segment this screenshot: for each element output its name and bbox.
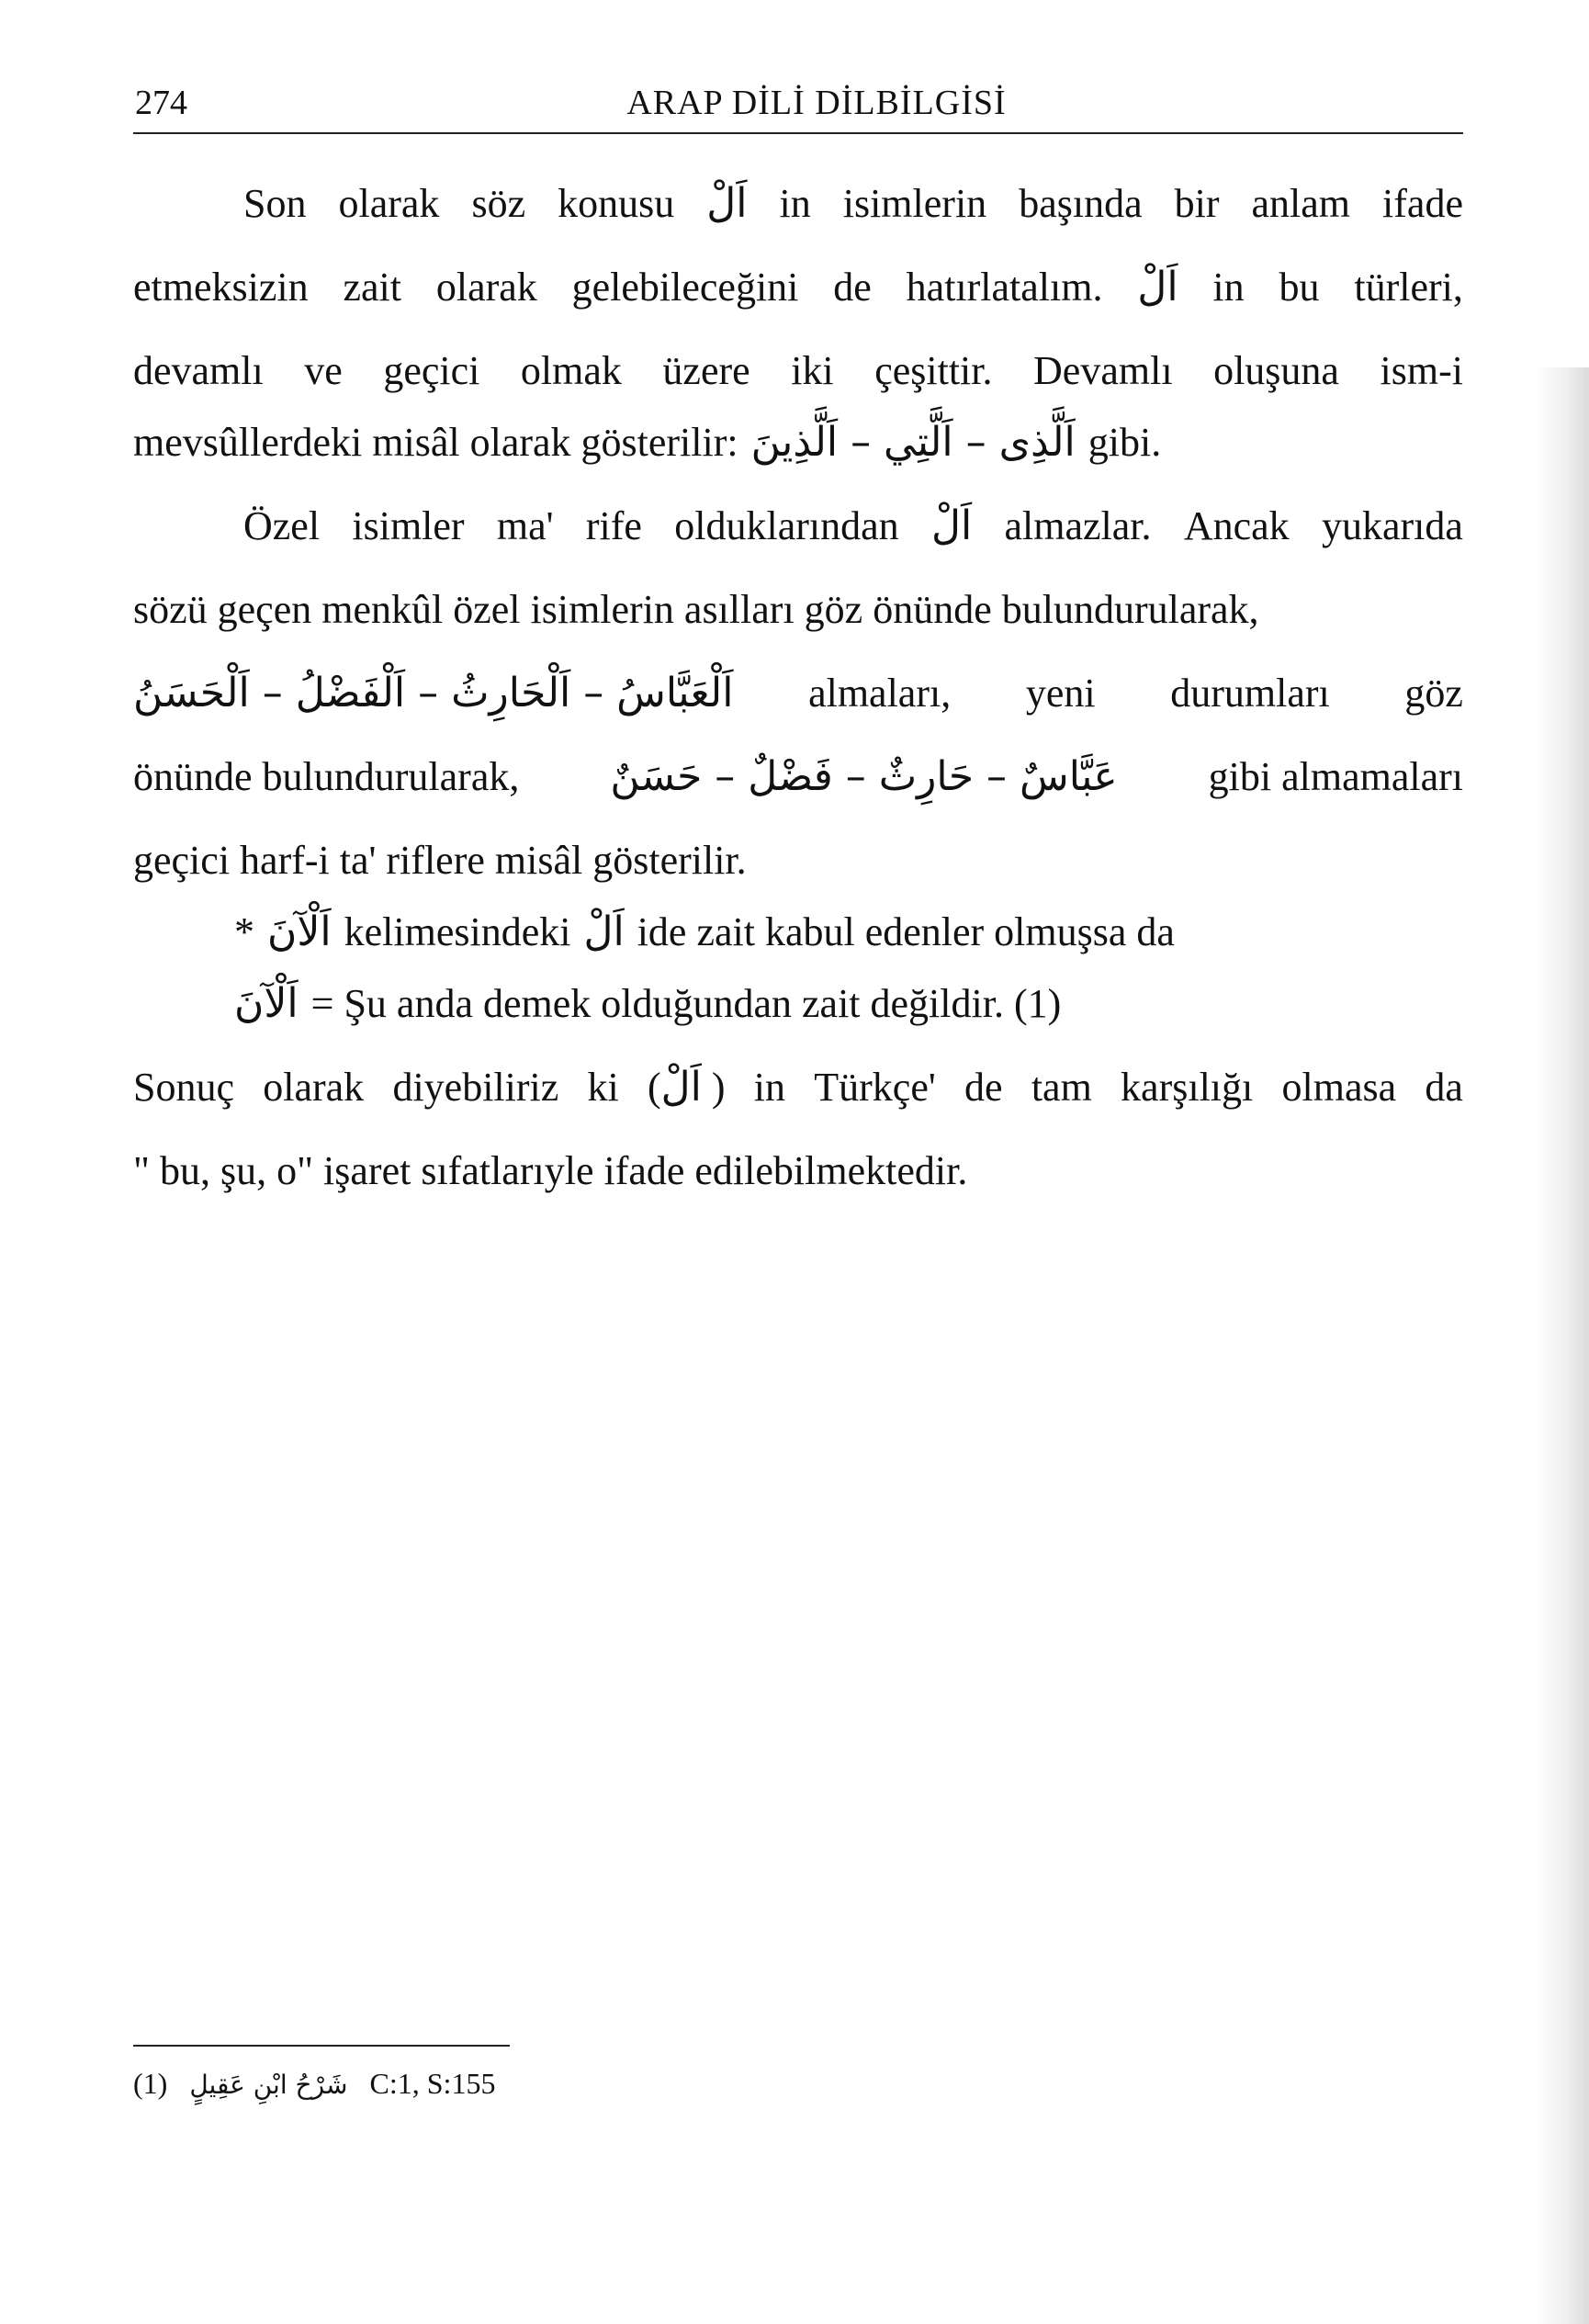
arabic-article: اَلْ	[583, 908, 625, 955]
arabic-article: اَلْ	[706, 180, 748, 227]
asterisk: *	[234, 909, 254, 954]
arabic-word: اَلْآنَ	[234, 980, 299, 1027]
line-text: " bu, şu, o" işaret sıfatlarıyle ifade edilebilmektedir.	[133, 1148, 968, 1193]
line-text: gibi almamaları	[1208, 754, 1463, 799]
paragraph1-line4	[133, 419, 1463, 506]
word: karşılığı	[1121, 1065, 1254, 1110]
word: diyebiliriz	[392, 1065, 559, 1110]
word: zait	[343, 265, 401, 310]
word: tam	[1031, 1065, 1092, 1110]
word: in	[1212, 265, 1245, 310]
word: de	[833, 265, 872, 310]
word: Sonuç	[133, 1065, 234, 1110]
word: yeni	[1025, 671, 1096, 716]
paragraph1-line3	[133, 348, 1463, 423]
footnote-reference: C:1, S:155	[369, 2067, 496, 2100]
word: olarak	[263, 1065, 365, 1110]
word: ism-i	[1380, 348, 1463, 393]
running-title: ARAP DİLİ DİLBİLGİSİ	[626, 84, 1007, 122]
footnote-divider	[133, 2045, 510, 2047]
word: iki	[791, 348, 834, 393]
word: ki	[587, 1065, 619, 1110]
line-text: sözü geçen menkûl özel isimlerin asılları göz önünde bulundurularak,	[133, 587, 1259, 632]
word: olmak	[520, 348, 622, 393]
word: Türkçe'	[814, 1065, 936, 1110]
arabic-article: اَلْ	[660, 1064, 702, 1111]
line-text: gibi.	[1088, 420, 1162, 465]
word: Son	[243, 181, 307, 226]
word: da	[1425, 1065, 1463, 1110]
word: in	[753, 1065, 786, 1110]
arabic-article: اَلْ	[1137, 264, 1178, 310]
word: Devamlı	[1033, 348, 1173, 393]
conclusion-line2	[133, 1148, 1463, 1235]
paragraph2-line3	[133, 670, 1463, 757]
word: in	[779, 181, 811, 226]
line-text: önünde bulundurularak,	[133, 754, 520, 799]
paragraph2-line1	[133, 502, 1463, 590]
word: üzere	[662, 348, 750, 393]
line-text: geçici harf-i ta' riflere misâl gösterilir.	[133, 838, 747, 883]
word: rife	[585, 503, 642, 548]
note-line1	[133, 908, 1463, 984]
line-text: = Şu anda demek olduğundan zait değildir. (1)	[310, 981, 1062, 1026]
word: Ancak	[1183, 503, 1290, 548]
word: isimler	[352, 503, 465, 548]
word: almazlar.	[1004, 503, 1152, 548]
word: yukarıda	[1321, 503, 1463, 548]
word: gelebileceğini	[571, 265, 799, 310]
word: bir	[1174, 181, 1220, 226]
arabic-article: اَلْ	[930, 502, 973, 549]
word: konusu	[558, 181, 675, 226]
word: geçici	[383, 348, 480, 393]
word: söz	[471, 181, 526, 226]
word: olduklarından	[674, 503, 899, 548]
footnote-marker: (1)	[133, 2067, 168, 2100]
note-line2	[133, 980, 1463, 1067]
word: ma'	[496, 503, 554, 548]
footnote	[133, 2067, 495, 2101]
word: oluşuna	[1213, 348, 1339, 393]
word: almaları,	[808, 671, 952, 716]
word: olarak	[435, 265, 537, 310]
word: de	[964, 1065, 1003, 1110]
page-number: 274	[135, 84, 187, 122]
page-header	[133, 77, 1463, 134]
conclusion-line1	[133, 1064, 1463, 1151]
word: çeşittir.	[874, 348, 993, 393]
word: durumları	[1170, 671, 1330, 716]
page-body	[133, 180, 1463, 1235]
paragraph2-line2	[133, 587, 1463, 673]
paragraph1-line1	[133, 180, 1463, 267]
word: ifade	[1382, 181, 1463, 226]
word: göz	[1404, 671, 1463, 716]
paragraph1-line2	[133, 264, 1463, 351]
word: olarak	[338, 181, 440, 226]
scan-edge-shadow	[1534, 367, 1589, 2324]
line-text: kelimesindeki	[344, 909, 571, 954]
line-text: mevsûllerdeki misâl olarak gösterilir:	[133, 420, 738, 465]
word: olmasa	[1281, 1065, 1397, 1110]
arabic-examples: عَبَّاسٌ – حَارِثٌ – فَضْلٌ – حَسَنٌ	[610, 753, 1118, 800]
word: etmeksizin	[133, 265, 309, 310]
word: isimlerin	[842, 181, 987, 226]
word: ve	[304, 348, 343, 393]
word: devamlı	[133, 348, 264, 393]
arabic-word: اَلْآنَ	[267, 908, 332, 955]
word: türleri,	[1354, 265, 1463, 310]
parenthesized-article	[648, 1064, 726, 1111]
line-text: ide zait kabul edenler olmuşsa da	[637, 909, 1175, 954]
paragraph2-line5	[133, 840, 1463, 912]
paragraph2-line4	[133, 753, 1463, 840]
word: Özel	[243, 503, 321, 548]
paren-close: )	[711, 1065, 726, 1110]
word: hatırlatalım.	[906, 265, 1103, 310]
arabic-examples: اَلَّذِى – اَلَّتِي – اَلَّذِينَ	[750, 419, 1076, 466]
word: başında	[1019, 181, 1143, 226]
word: anlam	[1251, 181, 1351, 226]
arabic-examples: اَلْعَبَّاسُ – اَلْحَارِثُ – اَلْفَضْلُ – اَلْحَسَنُ	[133, 670, 734, 716]
paren-open: (	[648, 1065, 661, 1110]
word: bu	[1279, 265, 1320, 310]
footnote-source-arabic: شَرْحُ ابْنِ عَقِيلٍ	[189, 2070, 348, 2100]
